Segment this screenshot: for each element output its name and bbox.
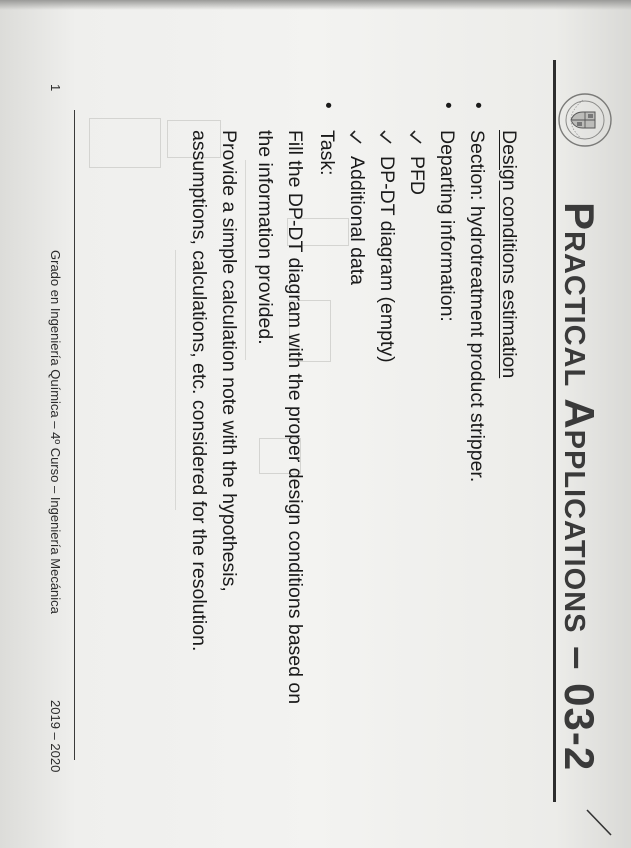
ghost-box xyxy=(89,118,161,168)
task-line: assumptions, calculations, etc. considered for the resolution. xyxy=(188,130,210,652)
checkmark-icon xyxy=(349,130,363,144)
departing-info-bullet: • Departing information: xyxy=(435,130,459,322)
checkmark-icon xyxy=(379,130,393,144)
departing-item-label: DP-DT diagram (empty) xyxy=(376,156,398,363)
departing-item-label: Additional data xyxy=(346,156,368,286)
section-bullet: • Section: hydrotreatment product stripper. xyxy=(465,130,489,482)
university-seal-icon xyxy=(557,92,613,148)
task-line: the information provided. xyxy=(254,130,276,345)
ghost-line xyxy=(245,160,246,360)
ghost-line xyxy=(175,250,176,510)
checkmark-icon xyxy=(409,130,423,144)
footer-divider xyxy=(74,110,75,760)
departing-item-label: PFD xyxy=(406,156,428,195)
title-divider xyxy=(554,60,557,802)
task-bullet: • Task: xyxy=(315,130,339,176)
slide-title: Practical Applications – 03-2 xyxy=(556,202,603,772)
footer-year: 2019 – 2020 xyxy=(48,700,63,773)
pen-mark-icon xyxy=(585,808,613,838)
task-line: Fill the DP-DT diagram with the proper design conditions based on xyxy=(284,130,306,705)
task-line: Provide a simple calculation note with the hypothesis, xyxy=(218,130,240,592)
page-number: 1 xyxy=(48,84,63,92)
footer-course: Grado en Ingeniería Química – 4º Curso – Ingeniería Mecánica xyxy=(48,250,63,614)
section-heading: Design conditions estimation xyxy=(498,130,520,379)
